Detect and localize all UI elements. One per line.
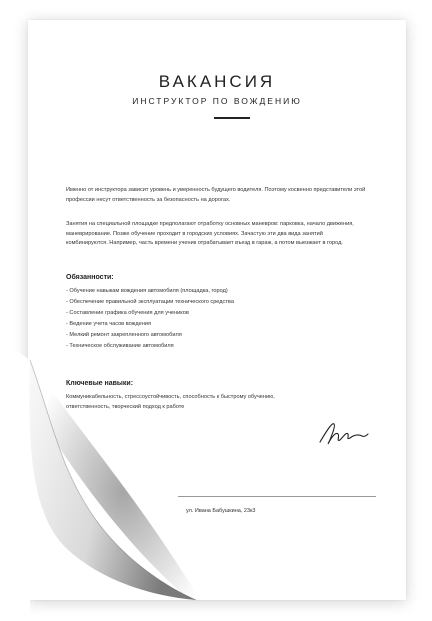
intro-paragraph: Именно от инструктора зависит уровень и уверенность будущего водителя. Поэтому косвенно представители этой профессии несут ответственность за безопасность на дорогах. [66,187,366,203]
list-item: - Обучение навыкам вождения автомобиля (площадка, город) [66,288,228,294]
address-text: ул. Ивана Бабушкина, 23к3 [186,508,256,514]
list-item: - Ведение учета часов вождения [66,321,152,327]
skills-heading: Ключевые навыки: [66,380,134,387]
skills-text: Коммуникабельность, стрессоустойчивость, способность к быстрому обучению, ответственность, творческий подход к работе [66,394,275,410]
document-subtitle: ИНСТРУКТОР ПО ВОЖДЕНИЮ [132,96,302,106]
list-item: - Техническое обслуживание автомобиля [66,343,174,349]
duties-heading: Обязанности: [66,274,114,281]
list-item: - Обеспечение правильной эксплуатации технического средства [66,299,234,305]
list-item: - Мелкий ремонт закрепленного автомобиля [66,332,182,338]
list-item: - Составление графика обучения для учеников [66,310,189,316]
training-paragraph: Занятия на специальной площадке предполагают отработку основных маневров: парковка, начало движения, маневрирование. Позже обучение проходит в городских условиях. Зачастую эти два вида занятий комбинируются. Например, часть времени ученик отрабатывает въезд в гараж, а потом выезжает в город. [66,221,354,246]
document-title: ВАКАНСИЯ [158,72,276,91]
